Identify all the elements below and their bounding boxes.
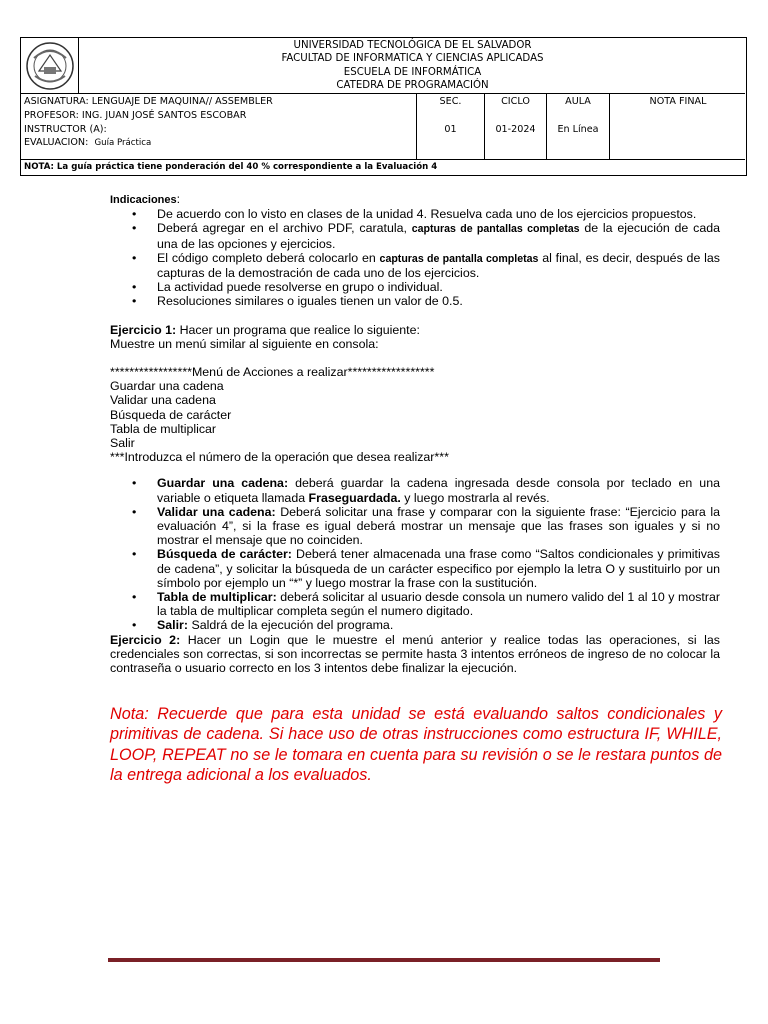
institution-line: ESCUELA DE INFORMÁTICA bbox=[343, 66, 482, 78]
list-item bbox=[110, 590, 720, 618]
menu-line: ***Introduzca el número de la operación que desea realizar*** bbox=[110, 450, 449, 465]
ciclo-value: 01-2024 bbox=[495, 124, 536, 135]
ejercicio1-intro bbox=[110, 323, 720, 337]
item-text: Deberá agregar en el archivo PDF, caratula, bbox=[157, 221, 412, 236]
menu-line: Validar una cadena bbox=[110, 393, 216, 408]
ejercicio1-label: Ejercicio 1: bbox=[110, 322, 177, 337]
item-text: La actividad puede resolverse en grupo o individual. bbox=[157, 280, 443, 295]
course-info bbox=[24, 95, 273, 151]
list-item bbox=[110, 476, 720, 504]
logo-cell bbox=[21, 38, 79, 94]
menu-line: Búsqueda de carácter bbox=[110, 407, 232, 422]
row-divider bbox=[21, 159, 745, 160]
detail-label: Búsqueda de carácter: bbox=[157, 547, 292, 562]
list-item bbox=[110, 207, 720, 221]
institution-line: CATEDRA DE PROGRAMACIÓN bbox=[336, 80, 489, 92]
list-item bbox=[110, 294, 720, 308]
aula-header: AULA bbox=[565, 96, 591, 107]
menu-line: Guardar una cadena bbox=[110, 379, 224, 394]
nota-final-header: NOTA FINAL bbox=[649, 96, 707, 107]
detail-label: Guardar una cadena: bbox=[157, 476, 289, 491]
menu-line: Salir bbox=[110, 436, 135, 451]
indicaciones-list bbox=[110, 207, 720, 308]
menu-line: Tabla de multiplicar bbox=[110, 421, 217, 436]
item-text: Resoluciones similares o iguales tienen un valor de 0.5. bbox=[157, 294, 463, 309]
list-item bbox=[110, 280, 720, 294]
item-text: al final, es decir, después de las capturas de la demostración de cada uno de los ejercicios. bbox=[157, 250, 720, 281]
sec-header: SEC. bbox=[439, 96, 462, 107]
detail-bold: Fraseguardada. bbox=[308, 490, 401, 505]
detail-text: Deberá tener almacenada una frase como “Saltos condicionales y primitivas de cadena”, y solicitar la búsqueda de un carácter especifico por ejemplo la letra O y sustituirlo por un símbolo por ejemplo un “*” y luego mostrar la frase con la sustitución. bbox=[157, 547, 721, 590]
spacer bbox=[110, 464, 720, 476]
institution-line: UNIVERSIDAD TECNOLÓGICA DE EL SALVADOR bbox=[293, 40, 532, 51]
detail-text: y luego mostrarla al revés. bbox=[400, 490, 550, 505]
weighting-note: NOTA: La guía práctica tiene ponderación del 40 % correspondiente a la Evaluación 4 bbox=[24, 162, 438, 172]
footer-rule bbox=[108, 958, 660, 962]
console-menu bbox=[110, 365, 720, 464]
instructor-text: INSTRUCTOR (A): bbox=[24, 123, 107, 135]
spacer bbox=[110, 309, 720, 323]
list-item bbox=[110, 547, 720, 590]
indicaciones-title: Indicaciones bbox=[110, 194, 177, 206]
list-item bbox=[110, 618, 720, 632]
item-bold: capturas de pantallas completas bbox=[411, 223, 580, 236]
detail-text: Saldrá de la ejecución del programa. bbox=[188, 618, 394, 633]
detail-text: Deberá solicitar una frase y comparar con la siguiente frase: “Ejercicio para la evaluación 4”, si la frase es igual deberá mostrar un mensaje que las frases son iguales y si no mostrar el mensaje que no coinciden. bbox=[157, 504, 720, 548]
item-bold: capturas de pantalla completas bbox=[379, 252, 539, 265]
list-item bbox=[110, 221, 720, 250]
university-seal-logo bbox=[25, 41, 75, 91]
menu-line: *****************Menú de Acciones a realizar****************** bbox=[110, 365, 435, 380]
institution-titles bbox=[79, 38, 746, 94]
ciclo-header: CICLO bbox=[501, 96, 530, 107]
ejercicio2-label: Ejercicio 2: bbox=[110, 632, 181, 647]
ejercicio2-text: Hacer un Login que le muestre el menú anterior y realice todas las operaciones, si las credenciales son correctas, si son incorrectas se permite hasta 3 intentos erróneos de ingreso de no colocar la contraseña o usuario correcto en los 3 intentos debe finalizar la ejecución. bbox=[110, 632, 720, 676]
detail-text: deberá solicitar al usuario desde consola un numero valido del 1 al 10 y mostrar la tabla de multiplicar completa según el numero digitado. bbox=[157, 590, 720, 619]
aula-value: En Línea bbox=[557, 124, 599, 135]
item-text: De acuerdo con lo visto en clases de la unidad 4. Resuelva cada uno de los ejercicios propuestos. bbox=[157, 207, 697, 222]
profesor-text: PROFESOR: ING. JUAN JOSÉ SANTOS ESCOBAR bbox=[24, 109, 247, 121]
list-item bbox=[110, 505, 720, 548]
detail-text: deberá guardar la cadena ingresada desde consola por teclado en una variable o etiqueta llamada bbox=[157, 476, 720, 505]
indicaciones-heading: Indicaciones: bbox=[110, 192, 181, 206]
row-divider bbox=[21, 93, 745, 94]
detail-label: Validar una cadena: bbox=[157, 504, 276, 519]
spacer bbox=[110, 351, 720, 365]
evaluacion-value: Guía Práctica bbox=[94, 138, 152, 149]
sec-value: 01 bbox=[444, 124, 457, 135]
item-text: de la ejecución de cada una de las opciones y ejercicios. bbox=[157, 221, 720, 251]
list-item bbox=[110, 251, 720, 280]
evaluacion-label: EVALUACION: bbox=[24, 137, 89, 149]
item-text: El código completo deberá colocarlo en bbox=[157, 250, 380, 265]
detail-label: Salir: bbox=[157, 618, 188, 633]
header-table bbox=[20, 37, 747, 176]
institution-line: FACULTAD DE INFORMATICA Y CIENCIAS APLICADAS bbox=[281, 53, 544, 65]
ejercicio1-line2: Muestre un menú similar al siguiente en consola: bbox=[110, 336, 379, 351]
ejercicio2-paragraph bbox=[110, 633, 720, 676]
main-content bbox=[110, 192, 720, 675]
evaluacion-text bbox=[24, 136, 273, 151]
red-warning-note: Nota: Recuerde que para esta unidad se está evaluando saltos condicionales y primitivas de cadena. Si hace uso de otras instrucciones como estructura IF, WHILE, LOOP, REPEAT no se le tomara en cuenta para su revisión o se le restara puntos de la entrega adicional a los evaluados. bbox=[110, 705, 722, 784]
detail-label: Tabla de multiplicar: bbox=[157, 590, 277, 605]
ejercicio1-text: Hacer un programa que realice lo siguiente: bbox=[176, 322, 420, 337]
asignatura-text: ASIGNATURA: LENGUAJE DE MAQUINA// ASSEMBLER bbox=[24, 96, 273, 107]
ejercicio1-details bbox=[110, 476, 720, 632]
